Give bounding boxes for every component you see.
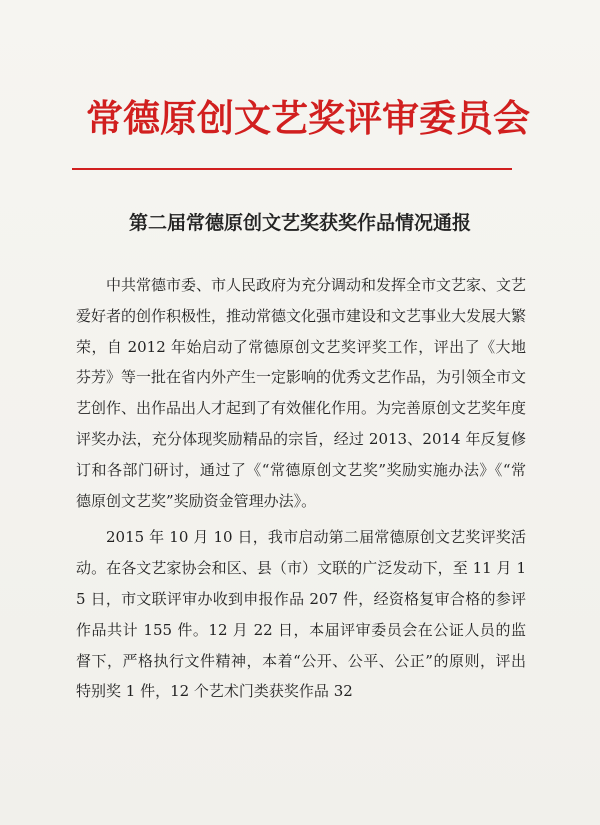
paragraph-1: 中共常德市委、市人民政府为充分调动和发挥全市文艺家、文艺爱好者的创作积极性，推动常德文化强市建设和文艺事业大发展大繁荣，自 2012 年始启动了常德原创文艺奖评奖工作，评出了《大地芬芳》等一批在省内外产生一定影响的优秀文艺作品，为引领全市文艺创作、出作品出人才起到了有效催化作用。为完善原创文艺奖年度评奖办法，充分体现奖励精品的宗旨，经过 2013、2014 年反复修订和各部门研讨，通过了《“常德原创文艺奖”奖励实施办法》《“常德原创文艺奖”奖励资金管理办法》。: [76, 276, 527, 510]
document-body: [76, 270, 526, 707]
letterhead-title: 常德原创文艺奖评审委员会: [86, 96, 530, 140]
letterhead-divider: [72, 168, 512, 170]
paragraph-2: 2015 年 10 月 10 日，我市启动第二届常德原创文艺奖评奖活动。在各文艺家协会和区、县（市）文联的广泛发动下，至 11 月 15 日，市文联评审办收到申报作品 207 件，经资格复审合格的参评作品共计 155 件。12 月 22 日，本届评审委员会在公证人员的监督下，严格执行文件精神，本着“公开、公平、公正”的原则，评出特别奖 1 件，12 个艺术门类获奖作品 32: [76, 528, 526, 701]
document-title: 第二届常德原创文艺奖获奖作品情况通报: [128, 212, 471, 234]
